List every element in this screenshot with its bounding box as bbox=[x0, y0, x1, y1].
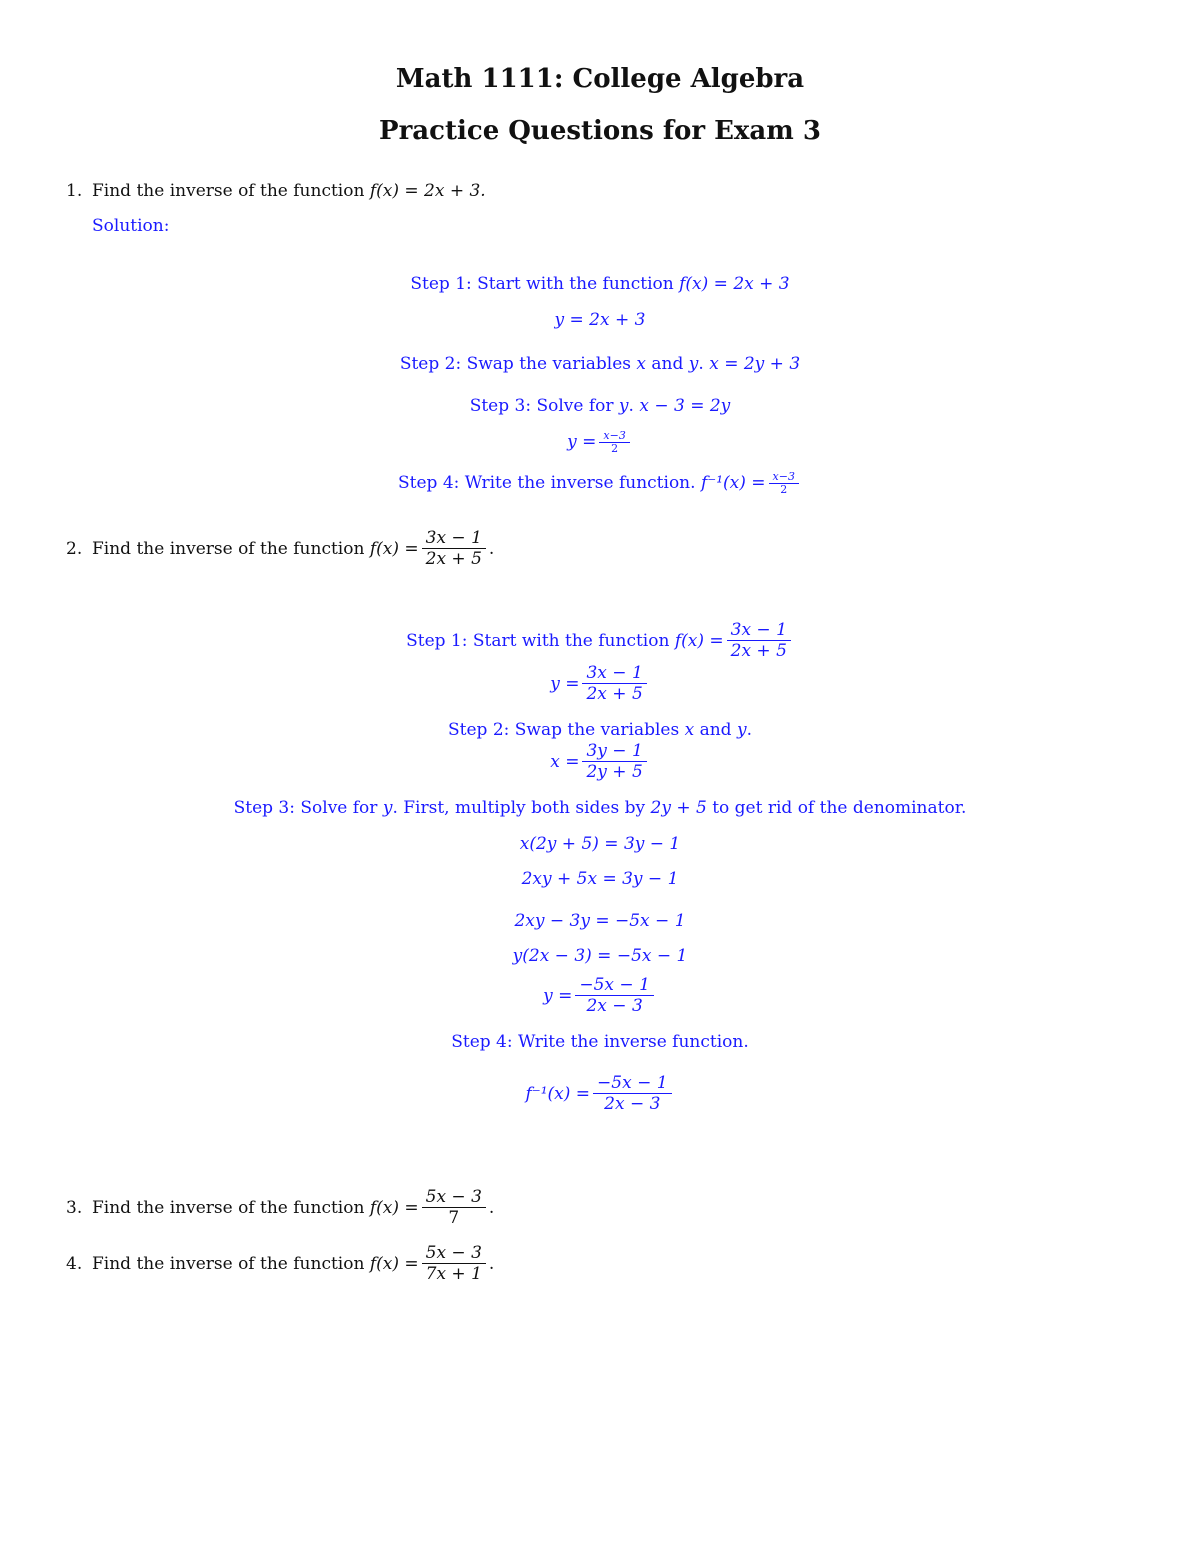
step-text: Step 4: Write the inverse function. bbox=[451, 1032, 749, 1052]
q2-step-3 bbox=[0, 798, 1200, 818]
question-text: Find the inverse of the function bbox=[92, 1253, 365, 1274]
var-y: y bbox=[382, 798, 393, 818]
fraction bbox=[422, 1187, 486, 1229]
q2-line-3 bbox=[0, 911, 1200, 931]
solution-label: Solution: bbox=[92, 216, 170, 236]
step-text-end: to get rid of the denominator. bbox=[706, 798, 967, 818]
var-x: x bbox=[684, 720, 695, 740]
fraction bbox=[422, 1243, 486, 1285]
var-y: y bbox=[736, 720, 747, 740]
q2-line-2 bbox=[0, 869, 1200, 889]
step-text: Step 1: Start with the function bbox=[410, 274, 680, 294]
denominator: 2x + 5 bbox=[730, 641, 787, 662]
numerator: 3y − 1 bbox=[582, 741, 646, 762]
q2-line-5 bbox=[0, 975, 1200, 1017]
fraction bbox=[575, 975, 654, 1017]
q2-line-1 bbox=[0, 834, 1200, 854]
and-text: and bbox=[646, 354, 689, 374]
step-math: x − 3 = 2y bbox=[639, 396, 731, 416]
q1-equation-y bbox=[0, 310, 1200, 330]
document-subtitle: Practice Questions for Exam 3 bbox=[379, 116, 821, 146]
function-lhs: f(x) = bbox=[369, 1253, 419, 1274]
inverse-lhs: f⁻¹(x) = bbox=[700, 473, 766, 494]
question-text: Find the inverse of the function bbox=[92, 1197, 365, 1218]
step-text: Step 2: Swap the variables bbox=[399, 354, 637, 374]
question-number: 1. bbox=[66, 181, 83, 201]
q2-step-2 bbox=[0, 720, 1200, 740]
inverse-lhs: f⁻¹(x) = bbox=[525, 1083, 591, 1104]
q1-step-3 bbox=[0, 396, 1200, 416]
step-text: Step 1: Start with the function bbox=[406, 630, 670, 651]
denominator: 2x + 5 bbox=[586, 684, 643, 705]
numerator: x−3 bbox=[599, 430, 629, 443]
q1-step-2 bbox=[0, 354, 1200, 374]
question-4: 4. Find the inverse of the function f(x) = $\frac{5x - 3}{7x + 1}$ . bbox=[66, 1243, 495, 1285]
var-x: x bbox=[636, 354, 647, 374]
step-math: x = 2y + 3 bbox=[709, 354, 801, 374]
denominator: 2 bbox=[780, 482, 788, 496]
step-math: f(x) = 2x + 3 bbox=[679, 274, 790, 294]
fraction bbox=[593, 1073, 672, 1115]
q1-step-1 bbox=[0, 274, 1200, 294]
function-lhs: f(x) = bbox=[369, 1197, 419, 1218]
equation: y(2x − 3) = −5x − 1 bbox=[512, 946, 688, 966]
question-function: f(x) = 2x + 3. bbox=[369, 181, 486, 201]
question-text: Find the inverse of the function bbox=[92, 538, 365, 559]
numerator: −5x − 1 bbox=[575, 975, 654, 996]
q1-equation-y-fraction bbox=[0, 430, 1200, 454]
step-text: Step 2: Swap the variables bbox=[448, 720, 685, 740]
q2-equation-x bbox=[0, 741, 1200, 783]
denominator: 2x − 3 bbox=[604, 1094, 661, 1115]
numerator: 3x − 1 bbox=[422, 528, 486, 549]
question-3: 3. Find the inverse of the function f(x) = $\frac{5x - 3}{7}$ . bbox=[66, 1187, 495, 1229]
numerator: 3x − 1 bbox=[727, 620, 791, 641]
step-text-cont: . First, multiply both sides by bbox=[392, 798, 651, 818]
equation: 2xy + 5x = 3y − 1 bbox=[521, 869, 679, 889]
numerator: x−3 bbox=[769, 471, 799, 484]
fraction bbox=[599, 430, 629, 454]
fraction bbox=[422, 528, 486, 570]
step-math: 2y + 5 bbox=[650, 798, 707, 818]
fraction bbox=[769, 471, 799, 495]
q1-step-4 bbox=[0, 471, 1200, 495]
q2-final-inverse bbox=[0, 1073, 1200, 1115]
question-number: 4. bbox=[66, 1253, 83, 1274]
q2-step-1 bbox=[0, 620, 1200, 662]
question-2: 2. Find the inverse of the function f(x) = $\frac{3x - 1}{2x + 5}$ . bbox=[66, 528, 495, 570]
fraction bbox=[582, 663, 646, 705]
step-text: Step 3: Solve for bbox=[469, 396, 619, 416]
period: . bbox=[698, 354, 710, 374]
q2-step-4 bbox=[0, 1032, 1200, 1052]
and-text: and bbox=[694, 720, 737, 740]
denominator: 2x − 3 bbox=[586, 996, 643, 1017]
equation-lhs: x = bbox=[550, 751, 580, 772]
denominator: 2x + 5 bbox=[425, 549, 482, 570]
equation: x(2y + 5) = 3y − 1 bbox=[519, 834, 681, 854]
numerator: 5x − 3 bbox=[422, 1187, 486, 1208]
equation-lhs: y = bbox=[543, 985, 573, 1006]
q2-equation-y bbox=[0, 663, 1200, 705]
step-text: Step 4: Write the inverse function. bbox=[398, 473, 696, 494]
period: . bbox=[628, 396, 640, 416]
question-text: Find the inverse of the function bbox=[92, 181, 370, 201]
var-y: y bbox=[618, 396, 629, 416]
equation-lhs: y = bbox=[567, 432, 597, 453]
question-1 bbox=[66, 181, 486, 201]
fraction bbox=[582, 741, 646, 783]
numerator: 5x − 3 bbox=[422, 1243, 486, 1264]
numerator: −5x − 1 bbox=[593, 1073, 672, 1094]
denominator: 2y + 5 bbox=[586, 762, 643, 783]
q2-line-4 bbox=[0, 946, 1200, 966]
equation-lhs: y = bbox=[550, 673, 580, 694]
denominator: 7 bbox=[448, 1208, 460, 1229]
denominator: 7x + 1 bbox=[425, 1264, 482, 1285]
function-lhs: f(x) = bbox=[369, 538, 419, 559]
denominator: 2 bbox=[611, 441, 619, 455]
period: . bbox=[746, 720, 752, 740]
fraction bbox=[727, 620, 791, 662]
step-text: Step 3: Solve for bbox=[233, 798, 383, 818]
var-y: y bbox=[688, 354, 699, 374]
question-number: 2. bbox=[66, 538, 83, 559]
function-lhs: f(x) = bbox=[674, 630, 724, 651]
equation: 2xy − 3y = −5x − 1 bbox=[514, 911, 686, 931]
question-number: 3. bbox=[66, 1197, 83, 1218]
numerator: 3x − 1 bbox=[582, 663, 646, 684]
equation: y = 2x + 3 bbox=[554, 310, 646, 330]
document-title: Math 1111: College Algebra bbox=[395, 64, 805, 94]
